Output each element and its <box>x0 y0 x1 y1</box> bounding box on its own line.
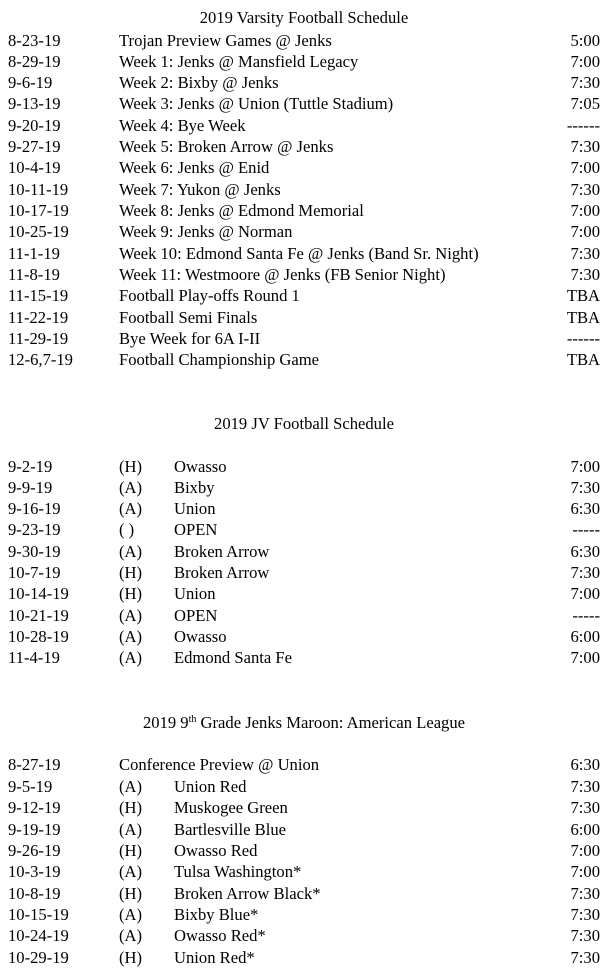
game-opponent: Union Red <box>174 777 247 796</box>
varsity-game-row <box>0 200 608 221</box>
game-opponent: Bixby <box>174 477 215 497</box>
game-time: 7:30 <box>570 477 600 497</box>
game-date: 11-22-19 <box>8 307 69 327</box>
game-date: 10-21-19 <box>8 605 69 625</box>
game-time: 7:30 <box>570 563 600 583</box>
game-time: 7:30 <box>570 926 600 946</box>
jv-game-row <box>0 477 608 498</box>
game-event: Week 7: Yukon @ Jenks <box>119 179 281 199</box>
game-date: 10-3-19 <box>8 862 61 882</box>
game-time: 7:00 <box>570 158 600 178</box>
varsity-game-row <box>0 30 608 51</box>
game-date: 9-16-19 <box>8 499 61 519</box>
game-event: Week 9: Jenks @ Norman <box>119 222 293 242</box>
ninth-grade-game-row <box>0 797 608 818</box>
home-away: (H) <box>119 456 143 476</box>
varsity-game-row <box>0 243 608 264</box>
game-event: Week 3: Jenks @ Union (Tuttle Stadium) <box>119 94 394 114</box>
varsity-game-row <box>0 221 608 242</box>
game-date: 10-4-19 <box>8 158 61 178</box>
game-date: 9-12-19 <box>8 798 61 818</box>
home-away: (H) <box>119 883 143 903</box>
game-opponent: Bixby Blue* <box>174 904 259 924</box>
game-date: 10-15-19 <box>8 904 69 924</box>
game-opponent: Owasso Red* <box>174 926 266 946</box>
game-time: 6:00 <box>570 627 600 647</box>
varsity-game-row <box>0 93 608 114</box>
home-away: (H) <box>119 840 143 860</box>
home-away: (A) <box>119 926 143 946</box>
home-away: (A) <box>119 627 143 647</box>
game-date: 11-1-19 <box>8 243 60 263</box>
jv-game-row <box>0 498 608 519</box>
game-time: ------ <box>566 115 600 135</box>
game-time: 7:00 <box>570 648 600 668</box>
jv-game-row <box>0 626 608 647</box>
game-time: 7:30 <box>570 883 600 903</box>
jv-title: 2019 JV Football Schedule <box>214 414 394 433</box>
game-date: 11-8-19 <box>8 265 60 285</box>
home-away: (A) <box>119 862 143 882</box>
jv-game-row <box>0 562 608 583</box>
game-date: 11-15-19 <box>8 286 69 306</box>
jv-game-row <box>0 605 608 626</box>
game-event: Football Championship Game <box>119 350 320 370</box>
jv-game-row <box>0 541 608 562</box>
game-event: Conference Preview @ Union <box>119 755 320 774</box>
home-away: (A) <box>119 499 143 519</box>
game-time: 7:30 <box>570 265 600 285</box>
game-date: 10-28-19 <box>8 627 69 647</box>
game-time: TBA <box>566 350 600 370</box>
game-date: 10-7-19 <box>8 563 61 583</box>
home-away: (A) <box>119 819 143 839</box>
game-date: 9-23-19 <box>8 520 61 540</box>
ninth-grade-game-row <box>0 925 608 946</box>
varsity-game-row <box>0 157 608 178</box>
game-event: Week 4: Bye Week <box>119 115 246 135</box>
game-date: 11-4-19 <box>8 648 60 668</box>
game-time: 7:30 <box>570 904 600 924</box>
home-away: (A) <box>119 541 143 561</box>
game-time: 7:30 <box>570 798 600 818</box>
home-away: (H) <box>119 563 143 583</box>
game-event: Week 2: Bixby @ Jenks <box>119 73 279 93</box>
game-date: 9-30-19 <box>8 541 61 561</box>
varsity-game-row <box>0 72 608 93</box>
varsity-game-row <box>0 349 608 370</box>
home-away: (H) <box>119 947 143 967</box>
home-away: (A) <box>119 904 143 924</box>
game-opponent: Union Red* <box>174 947 255 967</box>
game-opponent: Owasso Red <box>174 840 258 860</box>
ninth-grade-preview-row <box>0 754 608 775</box>
game-date: 9-26-19 <box>8 840 61 860</box>
ninth-grade-game-row <box>0 776 608 797</box>
varsity-game-row <box>0 307 608 328</box>
game-time: 7:30 <box>570 73 600 93</box>
game-date: 9-13-19 <box>8 94 61 114</box>
game-time: 7:30 <box>570 947 600 967</box>
game-opponent: Union <box>174 584 216 604</box>
game-date: 9-5-19 <box>8 777 53 796</box>
game-opponent: Edmond Santa Fe <box>174 648 292 668</box>
jv-game-row <box>0 583 608 604</box>
game-time: 7:00 <box>570 201 600 221</box>
game-date: 12-6,7-19 <box>8 350 73 370</box>
game-date: 10-25-19 <box>8 222 69 242</box>
game-date: 8-29-19 <box>8 51 61 71</box>
game-opponent: Broken Arrow <box>174 541 270 561</box>
game-time: 7:30 <box>570 137 600 157</box>
game-opponent: Muskogee Green <box>174 798 288 818</box>
game-time: 7:00 <box>570 862 600 882</box>
game-time: 7:30 <box>570 777 600 796</box>
game-event: Football Play-offs Round 1 <box>119 286 300 306</box>
game-time: 7:00 <box>570 584 600 604</box>
ninth-grade-title: 2019 9th Grade Jenks Maroon: American League <box>142 713 466 732</box>
game-event: Week 6: Jenks @ Enid <box>119 158 270 178</box>
game-date: 8-23-19 <box>8 30 61 50</box>
jv-game-row <box>0 456 608 477</box>
game-opponent: Owasso <box>174 456 227 476</box>
game-opponent: Tulsa Washington* <box>174 862 302 882</box>
varsity-game-row <box>0 179 608 200</box>
game-time: 7:00 <box>570 51 600 71</box>
home-away: (A) <box>119 777 143 796</box>
game-time: ------ <box>566 329 600 349</box>
game-date: 10-8-19 <box>8 883 61 903</box>
game-time: TBA <box>566 307 600 327</box>
game-event: Week 10: Edmond Santa Fe @ Jenks (Band Sr. Night) <box>119 243 479 263</box>
game-time: ----- <box>572 520 600 540</box>
game-event: Week 1: Jenks @ Mansfield Legacy <box>119 51 359 71</box>
game-date: 10-14-19 <box>8 584 69 604</box>
game-opponent: Owasso <box>174 627 227 647</box>
game-opponent: Broken Arrow Black* <box>174 883 321 903</box>
home-away: ( ) <box>119 520 135 540</box>
game-date: 9-9-19 <box>8 477 53 497</box>
game-date: 10-11-19 <box>8 179 69 199</box>
varsity-title: 2019 Varsity Football Schedule <box>199 8 409 27</box>
game-date: 11-29-19 <box>8 329 69 349</box>
game-time: 7:00 <box>570 840 600 860</box>
game-date: 9-19-19 <box>8 819 61 839</box>
jv-game-row <box>0 519 608 540</box>
game-event: Week 8: Jenks @ Edmond Memorial <box>119 201 364 221</box>
game-date: 9-27-19 <box>8 137 61 157</box>
game-event: Trojan Preview Games @ Jenks <box>119 30 332 50</box>
game-time: 7:05 <box>570 94 600 114</box>
ninth-grade-game-row <box>0 819 608 840</box>
game-event: Football Semi Finals <box>119 307 258 327</box>
game-opponent: OPEN <box>174 520 218 540</box>
game-time: 6:30 <box>570 755 600 774</box>
game-date: 10-29-19 <box>8 947 69 967</box>
game-time: 7:30 <box>570 179 600 199</box>
game-opponent: OPEN <box>174 605 218 625</box>
varsity-game-row <box>0 115 608 136</box>
home-away: (H) <box>119 584 143 604</box>
game-date: 10-17-19 <box>8 201 69 221</box>
game-time: 6:30 <box>570 499 600 519</box>
game-time: ----- <box>572 605 600 625</box>
ninth-grade-game-row <box>0 904 608 925</box>
home-away: (A) <box>119 648 143 668</box>
game-date: 9-2-19 <box>8 456 53 476</box>
game-time: 6:00 <box>570 819 600 839</box>
jv-game-row <box>0 647 608 668</box>
home-away: (A) <box>119 605 143 625</box>
ninth-grade-game-row <box>0 883 608 904</box>
game-event: Bye Week for 6A I-II <box>119 329 261 349</box>
ninth-grade-game-row <box>0 947 608 968</box>
varsity-game-row <box>0 51 608 72</box>
game-opponent: Union <box>174 499 216 519</box>
game-date: 9-20-19 <box>8 115 61 135</box>
varsity-game-row <box>0 264 608 285</box>
game-opponent: Broken Arrow <box>174 563 270 583</box>
game-opponent: Bartlesville Blue <box>174 819 286 839</box>
varsity-game-row <box>0 285 608 306</box>
ninth-grade-game-row <box>0 861 608 882</box>
game-time: TBA <box>566 286 600 306</box>
home-away: (H) <box>119 798 143 818</box>
game-time: 7:00 <box>570 456 600 476</box>
game-time: 7:30 <box>570 243 600 263</box>
game-date: 9-6-19 <box>8 73 53 93</box>
game-time: 5:00 <box>570 30 600 50</box>
varsity-game-row <box>0 328 608 349</box>
varsity-game-row <box>0 136 608 157</box>
game-date: 10-24-19 <box>8 926 69 946</box>
home-away: (A) <box>119 477 143 497</box>
game-event: Week 5: Broken Arrow @ Jenks <box>119 137 334 157</box>
game-date: 8-27-19 <box>8 755 61 774</box>
game-time: 6:30 <box>570 541 600 561</box>
game-event: Week 11: Westmoore @ Jenks (FB Senior Night) <box>119 265 446 285</box>
ninth-grade-game-row <box>0 840 608 861</box>
game-time: 7:00 <box>570 222 600 242</box>
